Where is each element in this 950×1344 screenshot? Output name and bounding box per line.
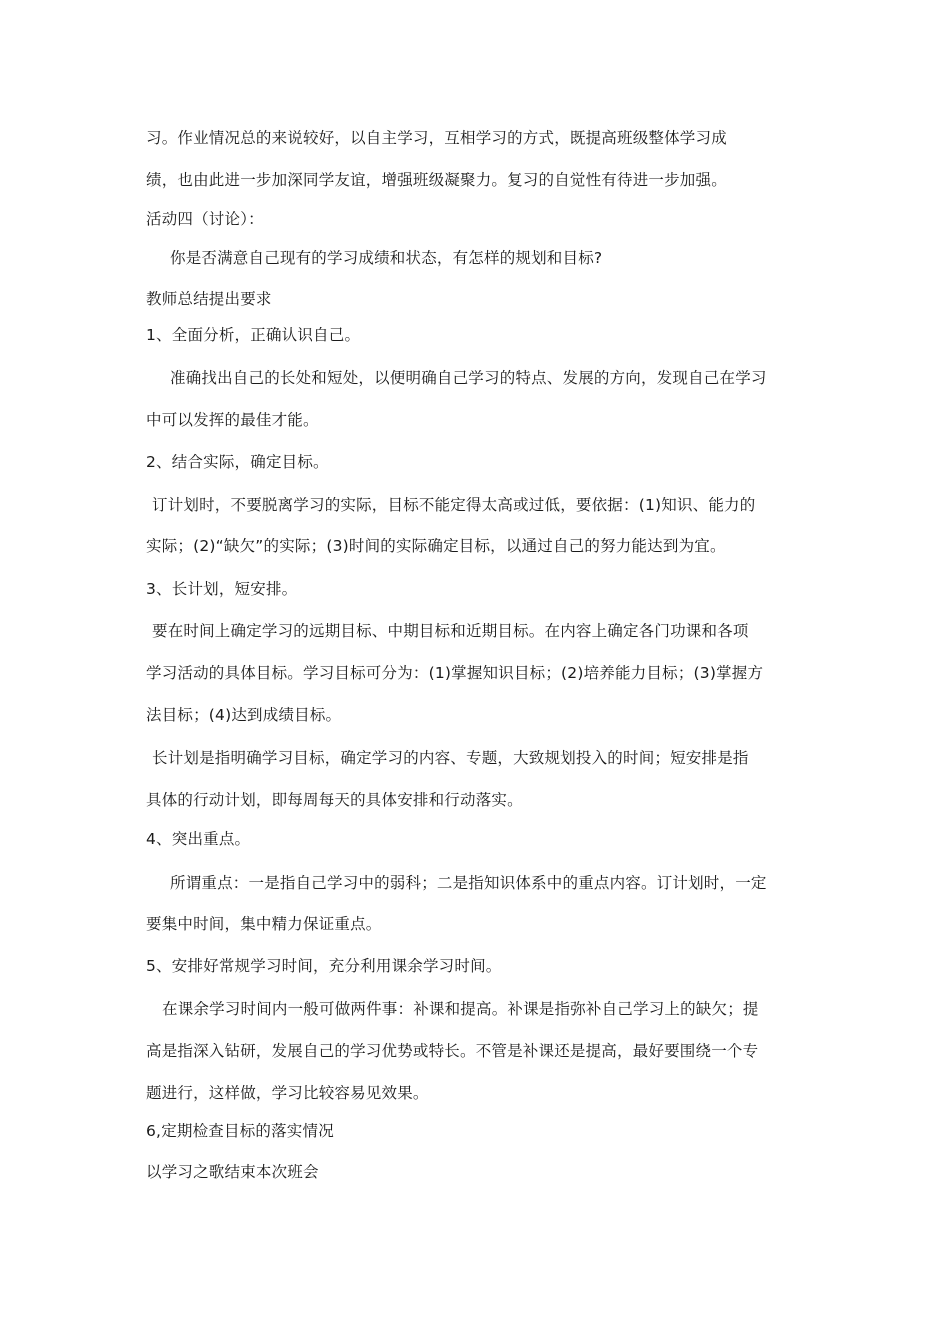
paragraph-line: 具体的行动计划，即每周每天的具体安排和行动落实。 — [146, 791, 523, 809]
section-heading: 教师总结提出要求 — [146, 290, 272, 308]
paragraph-line: 学习活动的具体目标。学习目标可分为：(1)掌握知识目标；(2)培养能力目标；(3)掌握方 — [146, 664, 764, 682]
paragraph-line: 要集中时间，集中精力保证重点。 — [146, 915, 382, 933]
paragraph-line: 习。作业情况总的来说较好，以自主学习，互相学习的方式，既提高班级整体学习成 — [146, 129, 727, 147]
paragraph-line: 绩，也由此进一步加深同学友谊，增强班级凝聚力。复习的自觉性有待进一步加强。 — [146, 171, 727, 189]
paragraph-line: 订计划时，不要脱离学习的实际，目标不能定得太高或过低，要依据：(1)知识、能力的 — [152, 496, 756, 514]
list-item-heading: 5、安排好常规学习时间，充分利用课余学习时间。 — [146, 957, 502, 975]
list-item-heading: 4、突出重点。 — [146, 830, 251, 848]
paragraph-line: 在课余学习时间内一般可做两件事：补课和提高。补课是指弥补自己学习上的缺欠；提 — [162, 1000, 759, 1018]
list-item-heading: 1、全面分析，正确认识自己。 — [146, 326, 361, 344]
paragraph-line: 所谓重点：一是指自己学习中的弱科；二是指知识体系中的重点内容。订计划时，一定 — [170, 874, 767, 892]
paragraph-line: 题进行，这样做，学习比较容易见效果。 — [146, 1084, 429, 1102]
paragraph-line: 要在时间上确定学习的远期目标、中期目标和近期目标。在内容上确定各门功课和各项 — [152, 622, 749, 640]
list-item-heading: 2、结合实际，确定目标。 — [146, 453, 329, 471]
paragraph-line: 中可以发挥的最佳才能。 — [146, 411, 319, 429]
list-item-heading: 6,定期检查目标的落实情况 — [146, 1122, 334, 1140]
closing-line: 以学习之歌结束本次班会 — [146, 1163, 319, 1181]
paragraph-line: 准确找出自己的长处和短处，以便明确自己学习的特点、发展的方向，发现自己在学习 — [170, 369, 767, 387]
paragraph-line: 长计划是指明确学习目标，确定学习的内容、专题，大致规划投入的时间；短安排是指 — [152, 749, 749, 767]
discussion-question: 你是否满意自己现有的学习成绩和状态，有怎样的规划和目标? — [170, 249, 603, 267]
section-heading: 活动四（讨论）： — [146, 210, 264, 228]
paragraph-line: 实际；(2)“缺欠”的实际；(3)时间的实际确定目标，以通过自己的努力能达到为宜。 — [146, 537, 726, 555]
list-item-heading: 3、长计划，短安排。 — [146, 580, 298, 598]
paragraph-line: 高是指深入钻研，发展自己的学习优势或特长。不管是补课还是提高，最好要围绕一个专 — [146, 1042, 759, 1060]
paragraph-line: 法目标；(4)达到成绩目标。 — [146, 706, 342, 724]
